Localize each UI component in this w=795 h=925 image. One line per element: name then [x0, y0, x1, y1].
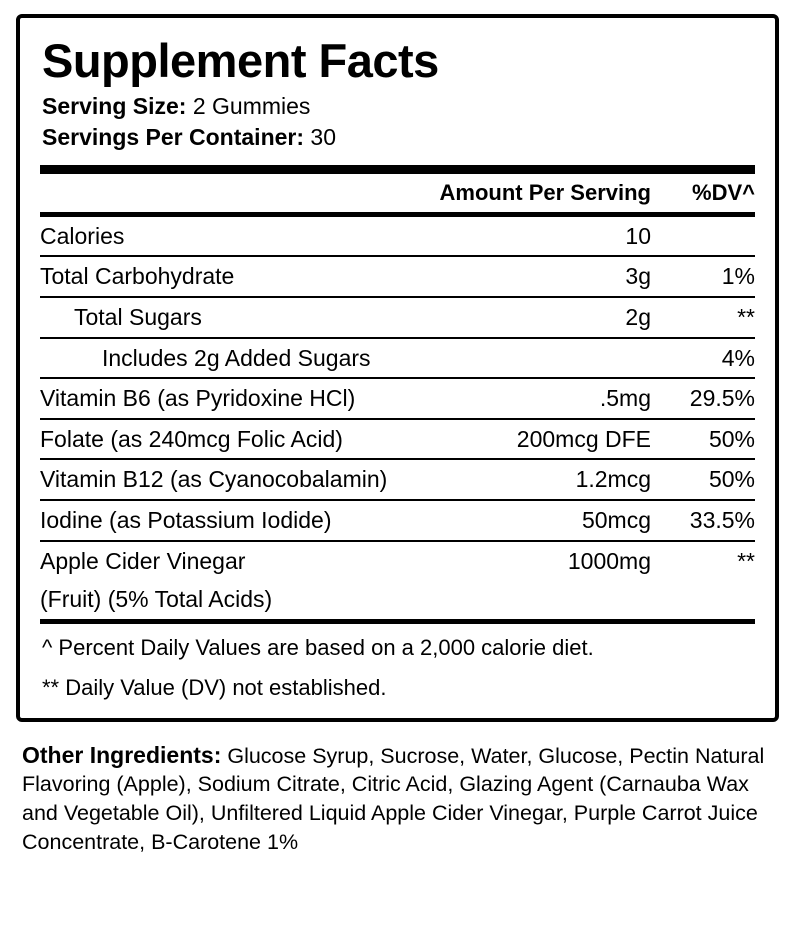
- servings-per-container-line: [42, 122, 755, 153]
- row-dv: 29.5%: [669, 378, 755, 419]
- row-amount: .5mg: [477, 378, 669, 419]
- footnote-dv-not-established: ** Daily Value (DV) not established.: [42, 674, 387, 700]
- header-percent-dv: %DV^: [692, 180, 755, 206]
- table-row: [40, 378, 755, 419]
- serving-size-line: [42, 91, 755, 122]
- row-name: Calories: [40, 222, 125, 249]
- row-amount-continuation: [477, 580, 669, 619]
- row-amount: 1000mg: [477, 541, 669, 581]
- supplement-facts-panel: [16, 14, 779, 722]
- row-dv: 4%: [669, 338, 755, 379]
- row-amount: [477, 338, 669, 379]
- servings-per-container-value: 30: [310, 124, 337, 151]
- row-dv: 33.5%: [669, 500, 755, 541]
- other-ingredients: [22, 740, 773, 857]
- nutrition-rows: [40, 217, 755, 619]
- row-dv: **: [669, 297, 755, 338]
- table-row: [40, 338, 755, 379]
- table-row: [40, 419, 755, 460]
- row-dv: 50%: [669, 459, 755, 500]
- row-amount: 3g: [477, 256, 669, 297]
- row-dv: 1%: [669, 256, 755, 297]
- row-amount: 2g: [477, 297, 669, 338]
- table-row: [40, 297, 755, 338]
- row-dv: 50%: [669, 419, 755, 460]
- row-name: Vitamin B12 (as Cyanocobalamin): [40, 459, 477, 500]
- row-dv: **: [669, 541, 755, 581]
- row-name-continuation: (Fruit) (5% Total Acids): [40, 586, 273, 613]
- nutrition-table: [40, 174, 755, 211]
- row-name: Vitamin B6 (as Pyridoxine HCl): [40, 378, 477, 419]
- servings-per-container-label: Servings Per Container:: [42, 124, 305, 151]
- divider-thick-top: [40, 165, 755, 174]
- row-name: Total Carbohydrate: [40, 256, 477, 297]
- header-amount-per-serving: Amount Per Serving: [439, 180, 651, 206]
- row-dv-continuation: [669, 580, 755, 619]
- table-row: [40, 459, 755, 500]
- footnote-daily-value: ^ Percent Daily Values are based on a 2,000 calorie diet.: [42, 634, 594, 660]
- panel-title: Supplement Facts: [42, 34, 439, 87]
- row-name: Apple Cider Vinegar: [40, 541, 477, 581]
- row-amount: 200mcg DFE: [477, 419, 669, 460]
- row-name: Total Sugars: [40, 297, 477, 338]
- other-ingredients-text: Glucose Syrup, Sucrose, Water, Glucose, Pectin Natural Flavoring (Apple), Sodium Citrate, Citric Acid, Glazing Agent (Carnauba Wax and Vegetable Oil), Unfiltered Liquid Apple Cider Vinegar, Purple Carrot Juice Concentrate, B-Carotene 1%: [22, 743, 765, 854]
- table-row: [40, 256, 755, 297]
- row-amount: 50mcg: [477, 500, 669, 541]
- row-name: Includes 2g Added Sugars: [40, 338, 477, 379]
- row-amount: 10: [625, 222, 651, 249]
- other-ingredients-heading: Other Ingredients:: [22, 741, 222, 768]
- row-name: Iodine (as Potassium Iodide): [40, 500, 477, 541]
- serving-size-value: 2 Gummies: [192, 93, 311, 120]
- serving-size-label: Serving Size:: [42, 93, 187, 120]
- row-amount: 1.2mcg: [477, 459, 669, 500]
- row-name: Folate (as 240mcg Folic Acid): [40, 419, 477, 460]
- table-row: [40, 500, 755, 541]
- table-row: [40, 217, 755, 257]
- table-row: [40, 541, 755, 581]
- row-dv: [669, 217, 755, 257]
- table-header-row: [40, 174, 755, 211]
- table-row-continuation: [40, 580, 755, 619]
